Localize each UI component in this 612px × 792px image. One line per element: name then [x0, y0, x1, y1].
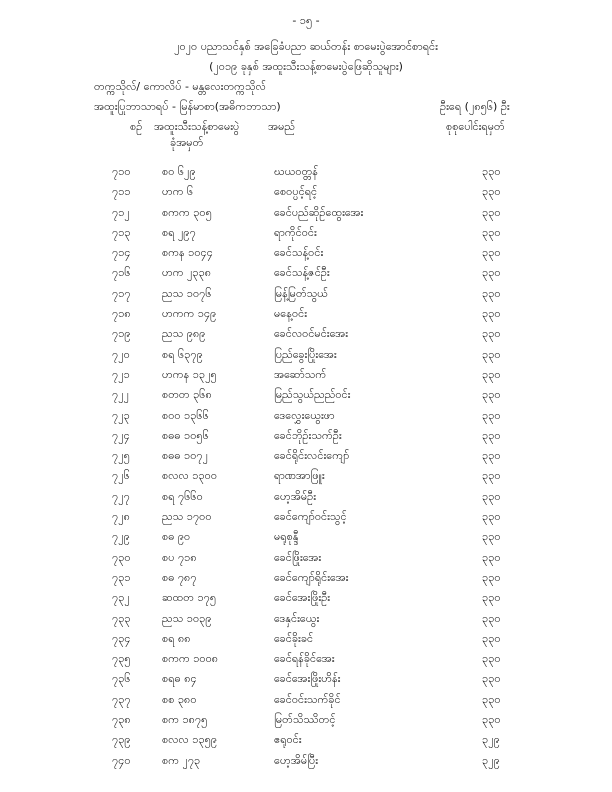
table-row	[0, 287, 612, 307]
total-score: ၃၃၀	[482, 347, 501, 361]
roll-number: စလလ ၁၃၅၉	[162, 733, 218, 747]
table-row	[0, 206, 612, 226]
row-number: ၇၁၃	[112, 225, 131, 239]
header-score: စုစုပေါင်းရမှတ်	[446, 120, 505, 133]
table-header	[0, 120, 612, 160]
roll-number: စဓဓ ၁၀၇၂	[162, 449, 209, 463]
total-score: ၃၃၀	[482, 469, 501, 483]
roll-number: ဟက ၂၃၃၈	[162, 266, 212, 280]
total-score: ၃၃၀	[482, 449, 501, 463]
student-name: မြန့်မြတ်သွယ်	[274, 286, 328, 300]
row-number: ၇၁၂	[112, 205, 130, 219]
student-name: ခေင်လဝင်မင်းအေး	[274, 327, 349, 341]
student-name: ခေင်ကျော်ဝင်းသွင့်	[274, 510, 347, 524]
student-name: ခေင်သန့်ဇင်ဦး	[274, 266, 330, 280]
roll-number: စပ ၇၁၈	[162, 550, 197, 564]
table-row	[0, 307, 612, 327]
roll-number: ဟကက ၁၄၉	[162, 307, 217, 321]
table-row	[0, 510, 612, 530]
student-name: ဟေ့အိမ်ဦး	[274, 489, 317, 503]
row-number: ၇၂၄	[112, 428, 130, 442]
student-name: ခေင်ရန်ခိုင်အေး	[274, 652, 335, 666]
table-row	[0, 185, 612, 205]
row-number: ၇၃၁	[112, 570, 131, 584]
total-score: ၃၃၀	[482, 692, 501, 706]
row-number: ၇၃၅	[112, 652, 131, 666]
total-score: ၃၃၀	[482, 388, 501, 402]
total-score: ၃၂၉	[482, 733, 500, 747]
student-name: ခေင်သန့်ဝင်း	[274, 246, 324, 260]
row-number: ၇၃၄	[112, 631, 131, 645]
table-row	[0, 327, 612, 347]
location-line: တက္ကသိုလ်/ ကောလိပ် - မန္တလေးတက္ကသိုလ်	[94, 80, 266, 93]
total-score: ၃၂၉	[482, 753, 500, 767]
student-name: ဟေ့အိမ်ပြီး	[274, 753, 319, 767]
total-score: ၃၃၀	[482, 205, 501, 219]
row-number: ၇၃၇	[112, 692, 131, 706]
student-name: ခေင်အေးဖြိုးဦး	[274, 591, 331, 605]
roll-number: ဟက ၆	[162, 185, 194, 199]
total-score: ၃၃၀	[482, 165, 501, 178]
student-name: ခေင်ဘိုဉ်းသက်ဦး	[274, 428, 342, 442]
total-score: ၃၃၀	[482, 591, 501, 605]
total-score: ၃၃၀	[482, 510, 501, 524]
header-roll-line1: အထူးသီးသန့်စာမေးပွဲ	[154, 120, 240, 133]
table-row	[0, 368, 612, 388]
row-number: ၇၂၂	[112, 388, 129, 402]
total-score: ၃၃၀	[482, 550, 501, 564]
row-number: ၇၄၀	[112, 753, 131, 767]
total-score: ၃၃၀	[482, 185, 501, 199]
student-name: စေဝပ္ပင့်ရင့်	[274, 185, 318, 199]
total-score: ၃၃၀	[482, 631, 501, 645]
table-row	[0, 733, 612, 753]
row-number: ၇၃၆	[112, 672, 131, 686]
table-row	[0, 713, 612, 733]
total-score: ၃၃၀	[482, 672, 501, 686]
table-row	[0, 409, 612, 429]
row-number: ၇၁၁	[112, 185, 131, 199]
student-name: ခေင်ဖြိုးအေး	[274, 550, 322, 564]
row-number: ၇၁၄	[112, 246, 131, 260]
total-score: ၃၃၀	[482, 367, 501, 381]
student-name: ခေင်ကျော်ရိုင်းအေး	[274, 570, 349, 584]
row-number: ၇၃၃	[112, 611, 131, 625]
roll-number: ညသ ၁၀၃၉	[162, 611, 212, 625]
roll-number: စဝ ၆၂၉	[162, 165, 196, 178]
roll-number: စရ ၆၃၇၉	[162, 347, 203, 361]
page-number: - ၁၅ -	[292, 14, 320, 27]
roll-number: စတတ ၃၆၈	[162, 388, 212, 402]
table-row	[0, 612, 612, 632]
row-number: ၇၁၉	[112, 327, 131, 341]
total-score: ၃၃၀	[482, 327, 501, 341]
roll-number: စရ ၈၈	[162, 631, 191, 645]
table-row	[0, 551, 612, 571]
roll-number: ဟကန ၁၃၂၅	[162, 367, 217, 381]
results-table	[0, 165, 612, 774]
row-number: ၇၂၈	[112, 510, 130, 524]
table-row	[0, 226, 612, 246]
roll-number: စကက ၁၀၀၈	[162, 652, 219, 666]
total-score: ၃၃၀	[482, 611, 501, 625]
student-name: ဧရုဝင်း	[274, 733, 302, 747]
document-subtitle: (၂၀၁၉ ခုနှစ် အထူးသီးသန့်စာမေးပွဲဖြေဆိုသူများ)	[209, 60, 403, 73]
table-row	[0, 388, 612, 408]
student-name: မြည်သွယ်ညည်ဝင်း	[274, 388, 351, 402]
total-count: ဦးရေ (၂၈၅၆) ဦး	[440, 100, 510, 113]
roll-number: စရ ၂၉၇	[162, 225, 196, 239]
table-row	[0, 571, 612, 591]
roll-number: ညသ ၁၀၇၆	[162, 286, 212, 300]
total-score: ၃၃၀	[482, 286, 501, 300]
row-number: ၇၁၇	[112, 286, 131, 300]
row-number: ၇၂၃	[112, 408, 130, 422]
student-name: ရာဏအာဖြူး	[274, 469, 325, 483]
row-number: ၇၁၆	[112, 266, 131, 280]
roll-number: စဓ ၇၈၇	[162, 570, 197, 584]
row-number: ၇၂၉	[112, 530, 130, 544]
table-row	[0, 348, 612, 368]
roll-number: စရ ၇၆၆၀	[162, 489, 203, 503]
row-number: ၇၁၈	[112, 307, 131, 321]
table-row	[0, 266, 612, 286]
total-score: ၃၃၀	[482, 246, 501, 260]
table-row	[0, 672, 612, 692]
roll-number: စကန ၁၀၄၄	[162, 246, 213, 260]
total-score: ၃၃၀	[482, 652, 501, 666]
student-name: ခေင်ဝင်းသက်ခိုင်	[274, 692, 341, 706]
table-row	[0, 652, 612, 672]
student-name: ဒေလွှေးယွေးဖာ	[274, 408, 335, 422]
row-number: ၇၂၆	[112, 469, 130, 483]
row-number: ၇၃၈	[112, 713, 131, 727]
header-name: အမည်	[268, 120, 296, 133]
roll-number: စက ၂၇၃	[162, 753, 201, 767]
total-score: ၃၃၀	[482, 266, 501, 280]
roll-number: စကက ၃၀၅	[162, 205, 212, 219]
roll-number: စဓ ၉၀	[162, 530, 191, 544]
table-row	[0, 591, 612, 611]
document-title: ၂၀၂၀ ပညာသင်နှစ် အခြေခံပညာ ဆယ်တန်း စာမေးပွဲအောင်စာရင်း	[174, 40, 438, 53]
total-score: ၃၃၀	[482, 489, 501, 503]
student-name: ခေင်ပည်ဆိုဉ်ထွေးအေး	[274, 205, 364, 219]
table-row	[0, 449, 612, 469]
student-name: မြတ်သိဿိတင့်	[274, 713, 336, 727]
total-score: ၃၃၀	[482, 530, 501, 544]
student-name: အဆော်သက်	[274, 367, 327, 381]
header-roll-line2: ခုံအမှတ်	[170, 136, 204, 149]
total-score: ၃၃၀	[482, 713, 501, 727]
table-row	[0, 490, 612, 510]
roll-number: ညသ ၉၈၉	[162, 327, 206, 341]
table-row	[0, 632, 612, 652]
total-score: ၃၃၀	[482, 428, 501, 442]
student-name: ခေင်အေးဖြိုးဟိန်း	[274, 672, 341, 686]
table-row	[0, 693, 612, 713]
total-score: ၃၃၀	[482, 225, 501, 239]
roll-number: စဝဝ ၁၃၆၆	[162, 408, 209, 422]
header-no: စဉ်	[130, 120, 143, 133]
roll-number: စရဓ ၈၄	[162, 672, 197, 686]
student-name: ပြည်ခွေးပြိုးအေး	[274, 347, 337, 361]
table-row	[0, 469, 612, 489]
row-number: ၇၃၀	[112, 550, 131, 564]
table-row	[0, 754, 612, 774]
table-row	[0, 246, 612, 266]
student-name: မရုစုန္ဒီ	[274, 530, 299, 544]
total-score: ၃၃၀	[482, 307, 501, 321]
row-number: ၇၃၉	[112, 733, 131, 747]
total-score: ၃၃၀	[482, 570, 501, 584]
row-number: ၇၂၁	[112, 367, 130, 381]
roll-number: ညသ ၁၇၀၀	[162, 510, 212, 524]
student-name: ဃယဝတ္တန်	[274, 165, 318, 178]
table-row	[0, 429, 612, 449]
table-row	[0, 530, 612, 550]
subject-line: အထူးပြုဘာသာရပ် - မြန်မာစာ(အဓိကဘာသာ)	[94, 100, 281, 113]
roll-number: စလလ ၁၃၀၀	[162, 469, 218, 483]
roll-number: စက ၁၈၇၅	[162, 713, 208, 727]
roll-number: စဓဓ ၁၀၅၆	[162, 428, 209, 442]
student-name: မနေ့ဝင်း	[274, 307, 308, 321]
row-number: ၇၂၇	[112, 489, 130, 503]
roll-number: စစ ၃၈၀	[162, 692, 197, 706]
student-name: ခေင်ရိုင်းလင်းကျော်	[274, 449, 350, 463]
student-name: ခေင်ခိုးခင်	[274, 631, 314, 645]
row-number: ၇၂၀	[112, 347, 130, 361]
row-number: ၇၁၀	[112, 165, 131, 178]
student-name: ဒေနှင်းယွေး	[274, 611, 320, 625]
row-number: ၇၂၅	[112, 449, 130, 463]
table-row	[0, 165, 612, 185]
row-number: ၇၃၂	[112, 591, 130, 605]
student-name: ရာကိုင်ဝင်း	[274, 225, 317, 239]
roll-number: ဆထတ ၁၇၅	[162, 591, 217, 605]
total-score: ၃၃၀	[482, 408, 501, 422]
